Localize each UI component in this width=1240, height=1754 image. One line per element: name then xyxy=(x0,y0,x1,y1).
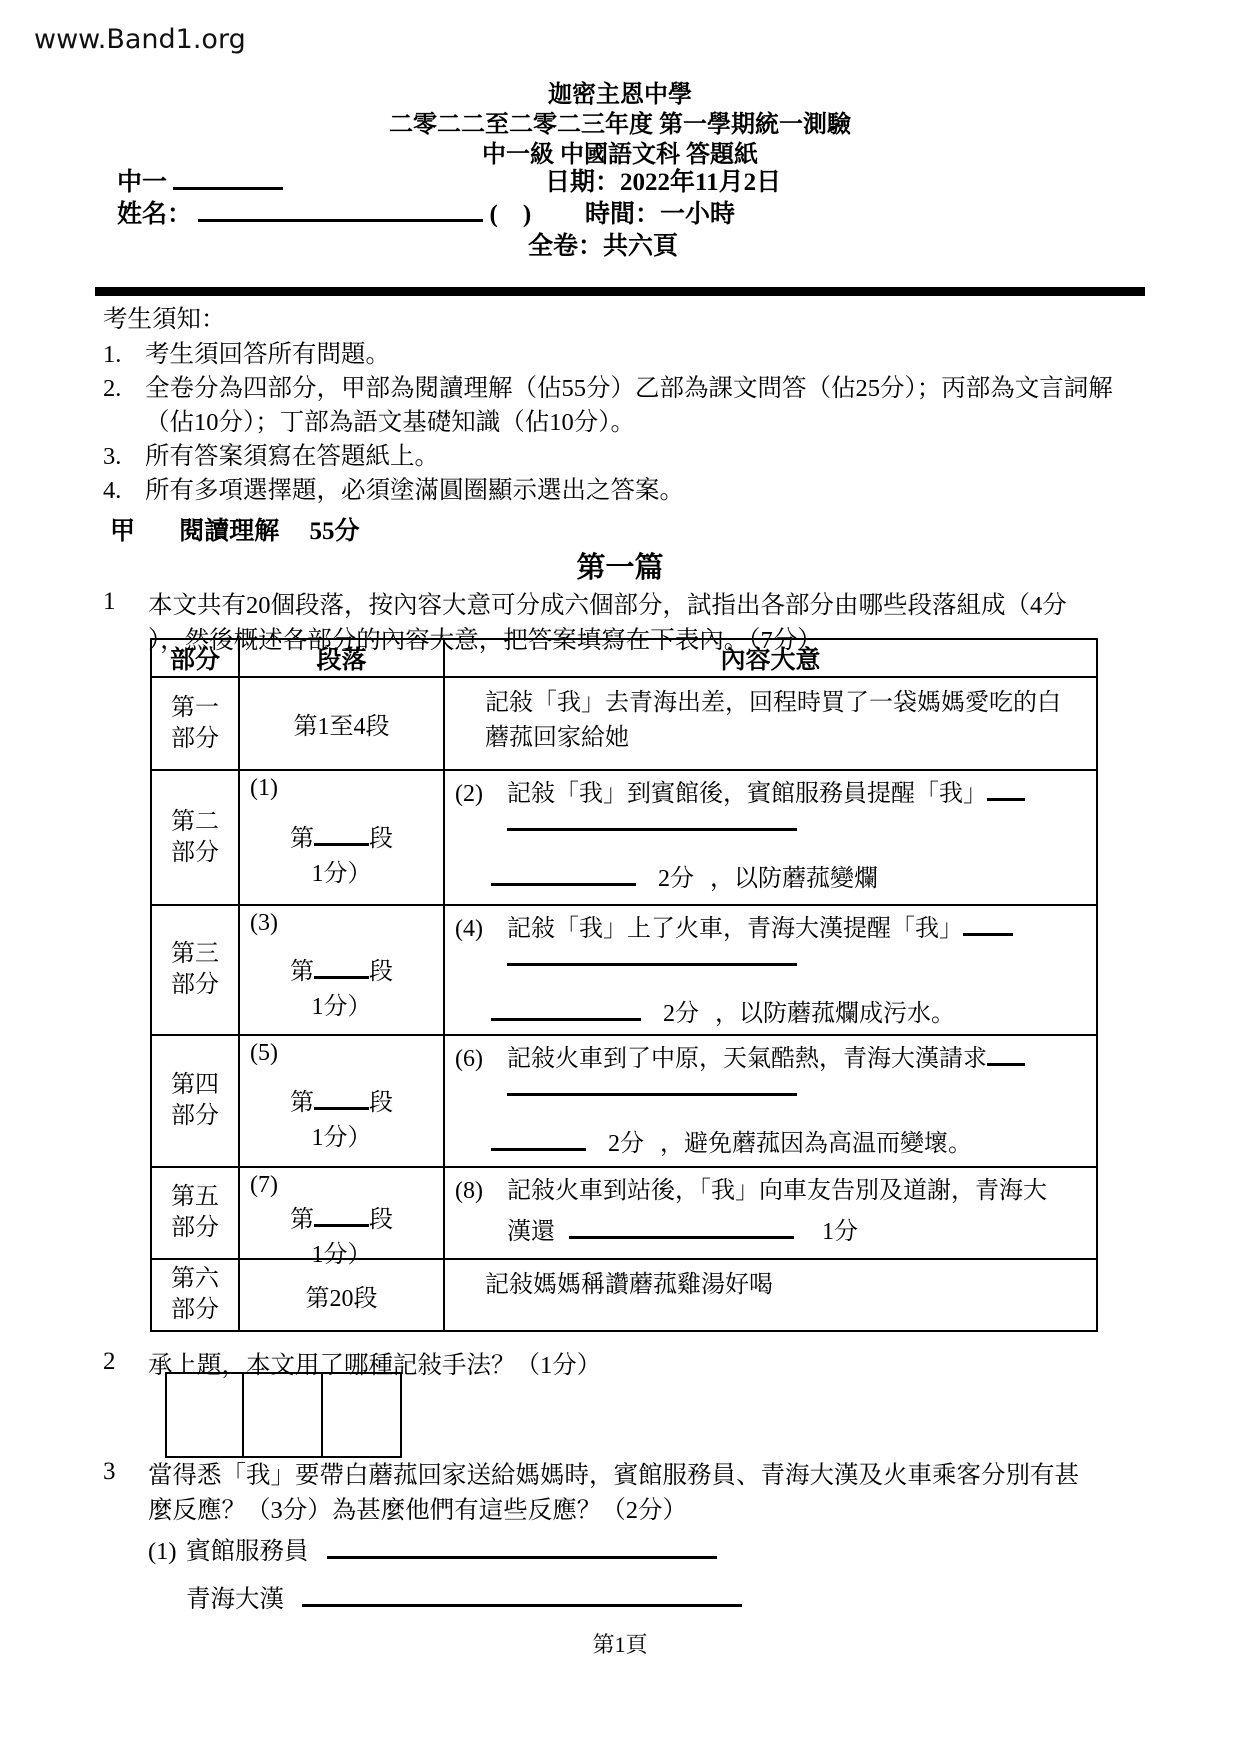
content-summary: 記敍媽媽稱讚蘑菰雞湯好喝 xyxy=(485,1272,773,1298)
answer-box[interactable] xyxy=(165,1372,244,1458)
para-mark: 1分） xyxy=(311,1124,372,1151)
mark-label: 2分 xyxy=(663,1001,699,1027)
table-header-row xyxy=(151,639,1097,677)
question-number: 1 xyxy=(103,588,116,615)
content-summary: 記敍「我」上了火車，青海大漢提醒「我」 xyxy=(507,916,963,942)
notice-item-text: 所有答案須寫在答題紙上。 xyxy=(145,443,439,470)
answer-blank[interactable] xyxy=(963,916,1013,936)
content-item-number: (2) xyxy=(455,781,483,807)
question-text: 承上題，本文用了哪種記敍手法？（1分） xyxy=(148,1352,602,1379)
content-item-number: (8) xyxy=(455,1178,483,1204)
notice-item-text: 考生須回答所有問題。 xyxy=(145,341,390,368)
exam-title: 二零二二至二零二三年度 第一學期統一測驗 xyxy=(389,112,851,138)
table-row xyxy=(151,905,1097,1035)
part-label: 第五部分 xyxy=(151,1167,239,1259)
notice-item-text: 全卷分為四部分，甲部為閱讀理解（佔55分）乙部為課文問答（佔25分）；丙部為文言詞解（佔10分）；丁部為語文基礎知識（佔10分）。 xyxy=(145,375,1113,436)
school-name: 迦密主恩中學 xyxy=(548,82,692,108)
question-number: 3 xyxy=(103,1458,116,1485)
exam-date: 日期：2022年11月2日 xyxy=(545,169,782,196)
content-item-number: (6) xyxy=(455,1046,483,1072)
name-label: 姓名： xyxy=(117,201,193,228)
class-label: 中一 xyxy=(117,169,168,196)
para-fill-line: 第 段 xyxy=(290,958,393,985)
section-a-title: 閱讀理解 xyxy=(179,518,280,545)
name-blank[interactable] xyxy=(198,201,483,222)
exam-duration: 時間：一小時 xyxy=(585,201,736,228)
sub-item-label: 賓館服務員 xyxy=(186,1538,309,1565)
notice-item-text: 所有多項選擇題，必須塗滿圓圈顯示選出之答案。 xyxy=(145,477,684,504)
answer-blank[interactable] xyxy=(987,1046,1025,1066)
page-number: 第1頁 xyxy=(592,1632,648,1657)
notice-item xyxy=(103,372,1143,440)
notice-title: 考生須知： xyxy=(103,306,226,333)
para-item-number: (1) xyxy=(250,775,278,801)
total-pages: 全卷：共六頁 xyxy=(528,233,679,260)
sub-item-number: (1) xyxy=(148,1538,177,1565)
question-3 xyxy=(103,1458,1153,1528)
sub-item-label: 青海大漢 xyxy=(186,1586,284,1613)
answer-blank[interactable] xyxy=(327,1538,717,1559)
class-field xyxy=(117,162,283,198)
para-mark: 1分） xyxy=(311,1242,372,1268)
section-a-marks: 55分 xyxy=(309,518,360,545)
para-item-number: (7) xyxy=(250,1172,278,1198)
content-summary: 記敍「我」到賓館後，賓館服務員提醒「我」 xyxy=(507,781,987,807)
mark-label: 2分 xyxy=(658,866,694,892)
question-text-line: 麼反應？（3分）為甚麼他們有這些反應？（2分） xyxy=(148,1497,687,1524)
class-blank[interactable] xyxy=(173,169,283,190)
col-header-para: 段落 xyxy=(239,639,444,677)
answer-blank[interactable] xyxy=(569,1219,794,1239)
notice-item-number: 2. xyxy=(103,375,122,402)
part-label: 第四部分 xyxy=(151,1035,239,1167)
content-tail: ，以防蘑菰變爛 xyxy=(710,866,878,892)
answer-blank[interactable] xyxy=(314,1089,369,1109)
notice-item-number: 4. xyxy=(103,477,122,504)
mark-label: 1分 xyxy=(822,1219,858,1245)
candidate-notice xyxy=(103,303,1143,508)
watermark-url: www.Band1.org xyxy=(34,24,246,55)
para-value: 第20段 xyxy=(239,1259,444,1331)
para-fill-line: 第 段 xyxy=(290,826,393,852)
content-tail: ，避免蘑菰因為高温而變壞。 xyxy=(660,1131,972,1157)
notice-item-number: 1. xyxy=(103,341,122,368)
answer-box[interactable] xyxy=(323,1372,402,1458)
answer-blank[interactable] xyxy=(314,1207,369,1227)
content-summary: 記敍「我」去青海出差，回程時買了一袋媽媽愛吃的白蘑菰回家給她 xyxy=(485,690,1061,751)
para-fill-line: 第 段 xyxy=(290,1089,393,1116)
answer-blank[interactable] xyxy=(507,1093,797,1096)
para-mark: 1分） xyxy=(311,861,372,887)
header-divider-bar xyxy=(95,287,1145,296)
content-continuation: 漢還 xyxy=(507,1219,555,1245)
notice-item xyxy=(103,440,1143,474)
table-row xyxy=(151,1035,1097,1167)
q2-answer-boxes xyxy=(165,1372,402,1458)
col-header-content: 內容大意 xyxy=(444,639,1097,677)
name-field xyxy=(117,194,531,230)
part-label: 第一部分 xyxy=(151,677,239,770)
q3-subanswer-2 xyxy=(186,1580,742,1615)
notice-item xyxy=(103,338,1143,372)
answer-blank[interactable] xyxy=(302,1586,742,1607)
answer-blank[interactable] xyxy=(491,1131,586,1151)
content-summary: 記敍火車到站後，「我」向車友告別及道謝，青海大 xyxy=(507,1178,1047,1204)
table-row xyxy=(151,677,1097,770)
section-a-heading xyxy=(110,511,360,547)
question-number: 2 xyxy=(103,1348,116,1375)
table-row xyxy=(151,1167,1097,1259)
para-mark: 1分） xyxy=(311,993,372,1020)
question-text-line: 本文共有20個段落，按內容大意可分成六個部分，試指出各部分由哪些段落組成（4分 xyxy=(148,592,1067,619)
class-number-brackets: ( ) xyxy=(489,201,532,228)
table-row xyxy=(151,1259,1097,1331)
content-summary: 記敍火車到了中原，天氣酷熱，青海大漢請求 xyxy=(507,1046,987,1072)
mark-label: 2分 xyxy=(608,1131,644,1157)
notice-item-number: 3. xyxy=(103,443,122,470)
exam-title-block xyxy=(0,80,1240,170)
section-a-label: 甲 xyxy=(110,518,136,545)
col-header-part: 部分 xyxy=(151,639,239,677)
answer-blank[interactable] xyxy=(314,958,369,978)
q3-subanswer-1 xyxy=(148,1532,717,1567)
notice-item xyxy=(103,474,1143,508)
part-label: 第三部分 xyxy=(151,905,239,1035)
answer-blank[interactable] xyxy=(507,963,797,966)
part-label: 第六部分 xyxy=(151,1259,239,1331)
part-label: 第二部分 xyxy=(151,770,239,905)
para-fill-line: 第 段 xyxy=(290,1207,393,1233)
passage-title: 第一篇 xyxy=(576,552,664,584)
answer-box[interactable] xyxy=(244,1372,323,1458)
answer-blank[interactable] xyxy=(507,828,797,831)
para-item-number: (3) xyxy=(250,910,278,936)
content-item-number: (4) xyxy=(455,916,483,942)
answer-blank[interactable] xyxy=(314,826,369,846)
answer-blank[interactable] xyxy=(491,1001,641,1021)
table-row xyxy=(151,770,1097,905)
question-text-line: ），然後概述各部分的內容大意，把答案填寫在下表內。（7分） xyxy=(148,627,822,654)
para-value: 第1至4段 xyxy=(239,677,444,770)
answer-blank[interactable] xyxy=(987,781,1025,801)
q1-answer-table xyxy=(150,638,1098,1332)
question-text-line: 當得悉「我」要帶白蘑菰回家送給媽媽時，賓館服務員、青海大漢及火車乘客分別有甚 xyxy=(148,1462,1079,1489)
para-item-number: (5) xyxy=(250,1040,278,1066)
content-tail: ，以防蘑菰爛成污水。 xyxy=(715,1001,955,1027)
paper-title: 中一級 中國語文科 答題紙 xyxy=(482,142,758,168)
answer-blank[interactable] xyxy=(491,866,636,886)
